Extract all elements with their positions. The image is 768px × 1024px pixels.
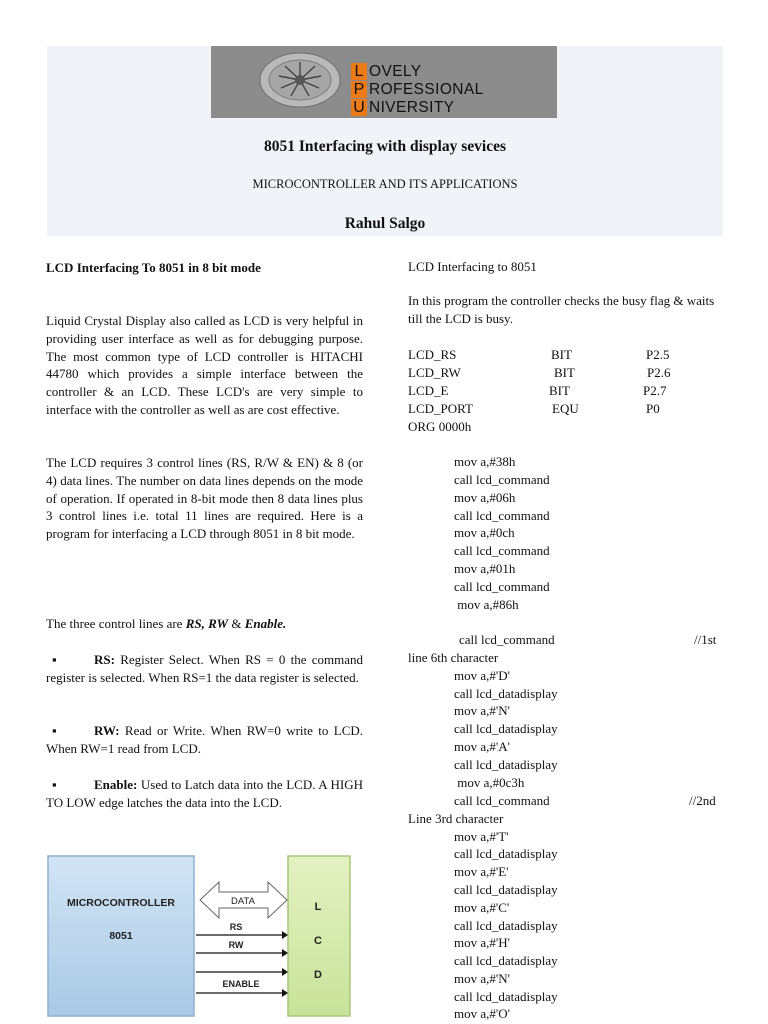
code-line: call lcd_command <box>459 632 555 647</box>
code-line: mov a,#86h <box>454 597 519 612</box>
logo-letter-p: P <box>351 81 367 98</box>
bullet-term: RW: <box>94 723 120 738</box>
rs-label: RS <box>229 922 243 932</box>
bullet-enable <box>46 776 363 812</box>
bullet-rw <box>46 722 363 758</box>
three-lines-emph2: Enable. <box>244 616 287 631</box>
code-line: mov a,#'E' <box>454 864 509 879</box>
document-title: 8051 Interfacing with display sevices <box>264 138 506 155</box>
org-directive: ORG 0000h <box>408 419 472 434</box>
logo-letter-u: U <box>351 99 367 116</box>
def-name: LCD_RW <box>408 365 461 380</box>
bullet-term: Enable: <box>94 777 138 792</box>
bullet-rs <box>46 651 363 687</box>
code-line: call lcd_datadisplay <box>454 918 558 933</box>
lcd-letter-l: L <box>314 901 322 913</box>
code-comment-continued: line 6th character <box>408 650 499 665</box>
bullet-term: RS: <box>94 652 115 667</box>
rs-arrow-icon <box>282 931 288 939</box>
code-line: mov a,#'A' <box>454 739 510 754</box>
def-name: LCD_E <box>408 383 449 398</box>
left-heading: LCD Interfacing To 8051 in 8 bit mode <box>46 260 261 275</box>
logo-word-ovely: OVELY <box>369 63 422 80</box>
code-line: call lcd_datadisplay <box>454 953 558 968</box>
code-line: call lcd_datadisplay <box>454 989 558 1004</box>
bullet-text: Used to Latch data into the LCD. A HIGH TO LOW edge latches the data into the LCD. <box>46 777 363 810</box>
logo-letter-l: L <box>351 63 367 80</box>
rw-label: RW <box>228 940 244 950</box>
mcu-model-label: 8051 <box>109 930 133 942</box>
code-line: call lcd_command <box>454 508 550 523</box>
def-type: BIT <box>549 383 570 398</box>
code-line: mov a,#'N' <box>454 703 510 718</box>
three-lines-amp: & <box>228 616 245 631</box>
code-line: mov a,#'D' <box>454 668 510 683</box>
def-value: P2.7 <box>643 383 667 398</box>
code-line: call lcd_command <box>454 472 550 487</box>
def-type: BIT <box>551 347 572 362</box>
code-line: mov a,#01h <box>454 561 516 576</box>
control-lines-paragraph: The LCD requires 3 control lines (RS, R/W & EN) & 8 (or 4) data lines. The number on data lines depends on the mode of operation. If operated in 8-bit mode then 8 data lines plus 3 control lines i.e. total 11 lines are required. Here is a program for interfacing a LCD through 8051 in 8 bit mode. <box>46 455 363 542</box>
def-name: LCD_RS <box>408 347 457 362</box>
data-label: DATA <box>231 896 255 907</box>
right-intro: In this program the controller checks the busy flag & waits till the LCD is busy. <box>408 293 715 326</box>
def-type: BIT <box>554 365 575 380</box>
code-line: mov a,#'O' <box>454 1006 510 1021</box>
intro-paragraph: Liquid Crystal Display also called as LCD is very helpful in providing user interface as well as for debugging purpose. The most common type of LCD controller is HITACHI 44780 which provides a simple interface between the controller & an LCD. These LCD's are very simple to interface with the controller as well as are cost effective. <box>46 313 363 417</box>
code-line: mov a,#'H' <box>454 935 510 950</box>
code-comment: //1st <box>694 632 717 647</box>
lcd-letter-d: D <box>314 969 322 981</box>
code-line: mov a,#'N' <box>454 971 510 986</box>
code-line: mov a,#'T' <box>454 829 509 844</box>
lcd-letter-c: C <box>314 935 322 947</box>
enable-arrow-icon <box>282 989 288 997</box>
logo-word-rofessional: ROFESSIONAL <box>369 81 484 98</box>
def-value: P2.6 <box>647 365 671 380</box>
code-line: call lcd_datadisplay <box>454 882 558 897</box>
def-value: P0 <box>646 401 660 416</box>
def-value: P2.5 <box>646 347 670 362</box>
def-name: LCD_PORT <box>408 401 473 416</box>
three-lines-prefix: The three control lines are <box>46 616 186 631</box>
code-line: call lcd_datadisplay <box>454 757 558 772</box>
code-line: mov a,#0ch <box>454 525 515 540</box>
university-seal-icon <box>257 50 343 110</box>
bullet-marker: ▪ <box>52 723 57 738</box>
rw-arrow-icon <box>282 949 288 957</box>
bullet-text: Read or Write. When RW=0 write to LCD. When RW=1 read from LCD. <box>46 723 363 756</box>
university-logo <box>211 46 557 118</box>
right-heading: LCD Interfacing to 8051 <box>408 259 537 274</box>
code-line: mov a,#0c3h <box>454 775 525 790</box>
code-line: call lcd_command <box>454 793 550 808</box>
lcd-connection-diagram <box>46 850 356 1024</box>
enable-label: ENABLE <box>222 979 260 989</box>
code-line: call lcd_datadisplay <box>454 721 558 736</box>
extra-arrow-icon <box>282 968 288 976</box>
def-type: EQU <box>552 401 579 416</box>
code-line: call lcd_command <box>454 579 550 594</box>
bullet-marker: ▪ <box>52 652 57 667</box>
document-subtitle: MICROCONTROLLER AND ITS APPLICATIONS <box>252 177 518 191</box>
code-line: call lcd_datadisplay <box>454 846 558 861</box>
code-line: call lcd_datadisplay <box>454 686 558 701</box>
code-line: mov a,#38h <box>454 454 516 469</box>
three-lines-paragraph <box>46 615 363 633</box>
bullet-text: Register Select. When RS = 0 the command register is selected. When RS=1 the data register is selected. <box>46 652 363 685</box>
code-comment: //2nd <box>689 793 716 808</box>
three-lines-emph: RS, RW <box>185 616 229 631</box>
code-comment-continued: Line 3rd character <box>408 811 504 826</box>
code-line: mov a,#'C' <box>454 900 510 915</box>
code-line: call lcd_command <box>454 543 550 558</box>
bullet-marker: ▪ <box>52 777 57 792</box>
logo-word-niversity: NIVERSITY <box>369 99 455 116</box>
author-name: Rahul Salgo <box>344 215 426 232</box>
code-line: mov a,#06h <box>454 490 516 505</box>
mcu-label: MICROCONTROLLER <box>67 897 175 909</box>
